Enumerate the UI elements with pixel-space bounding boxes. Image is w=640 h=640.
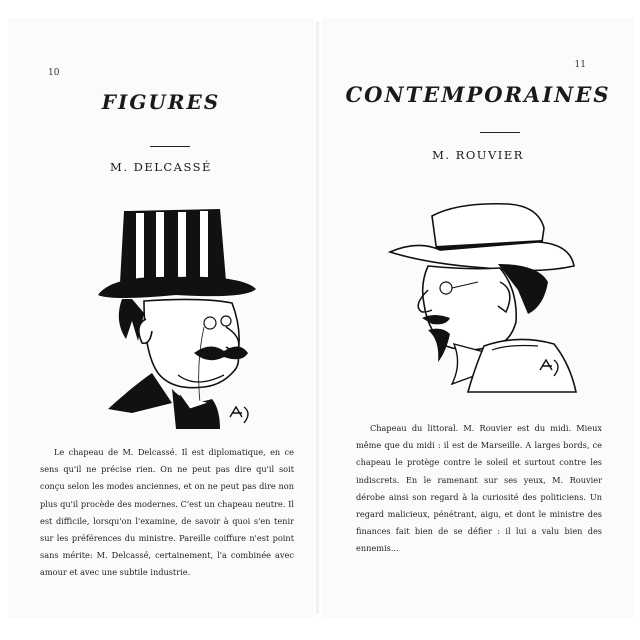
page-subtitle: M. DELCASSÉ bbox=[110, 160, 212, 174]
title-divider bbox=[480, 132, 520, 133]
page-body-text: Chapeau du littoral. M. Rouvier est du midi. Mieux même que du midi : il est de Marseille. A larges bords, ce chapeau le protège contre le soleil et surtout contre les indiscrets. En le ramenant sur ses yeux, M. Rouvier dérobe ainsi son regard à la curiosité des politiciens. Un regard malicieux, pénétrant, aigu, et dont le ministre des finances fait bien de se défier : il lui a valu bien des ennemis... bbox=[356, 423, 602, 554]
right-page bbox=[322, 18, 634, 618]
page-subtitle: M. ROUVIER bbox=[432, 148, 524, 162]
top-hat-caricature-icon bbox=[92, 203, 262, 433]
page-number: 10 bbox=[48, 68, 60, 78]
page-title: CONTEMPORAINES bbox=[345, 82, 611, 107]
book-gutter bbox=[316, 22, 319, 614]
boater-hat-caricature-icon bbox=[388, 194, 578, 394]
page-number: 11 bbox=[574, 60, 586, 70]
page-body-text: Le chapeau de M. Delcassé. Il est diplomatique, en ce sens qu'il ne précise rien. On ne peut pas dire qu'il soit conçu selon les modes anciennes, et on ne peut pas dire non plus qu'il procède des modernes. C'est un chapeau neutre. Il est difficile, lorsqu'on l'examine, de savoir à quoi s'en tenir sur les préférences du ministre. Pareille coiffure n'est point sans mérite: M. Delcassé, certainement, l'a combinée avec amour et avec une subtile industrie. bbox=[40, 447, 294, 578]
title-divider bbox=[150, 146, 190, 147]
left-page bbox=[8, 18, 314, 618]
page-title: FIGURES bbox=[101, 90, 221, 114]
